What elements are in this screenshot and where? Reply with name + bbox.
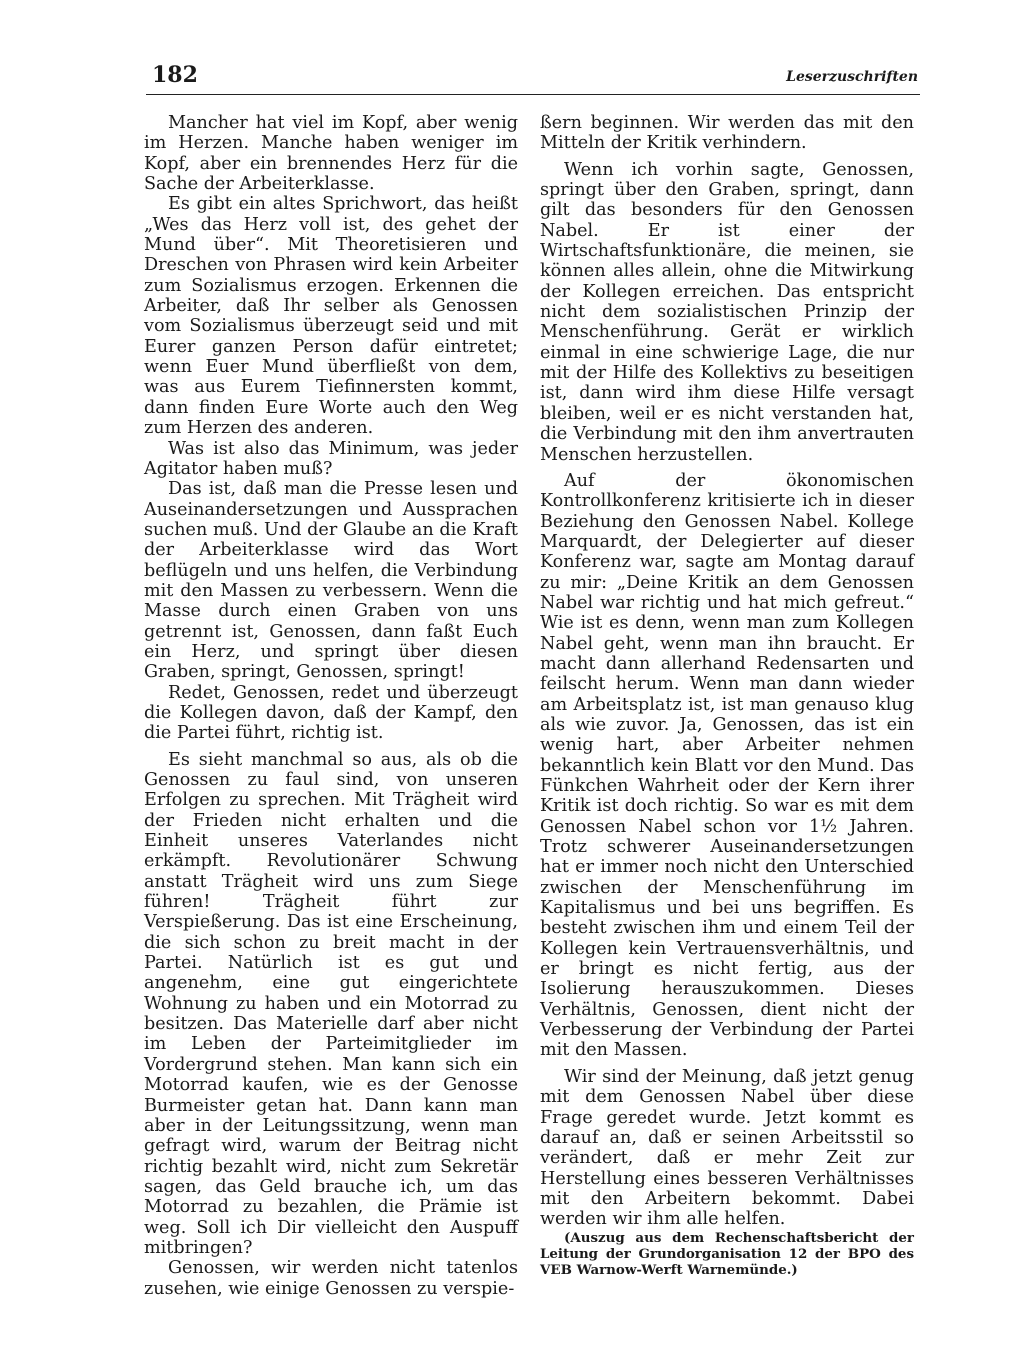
paragraph: Wir sind der Meinung, daß jetzt genug mit dem Genossen Nabel über diese Frage geredet wurde. Jetzt kommt es darauf an, daß er seinen Arbeitsstil so verändert, daß er mehr Zeit zur Herstellung eines besseren Verhältnisses mit den Arbeitern bekommt. Dabei werden wir ihm alle helfen. bbox=[540, 1066, 914, 1230]
page-header bbox=[146, 60, 920, 95]
running-head: Leserzuschriften bbox=[786, 69, 918, 85]
paragraph: Es gibt ein altes Sprichwort, das heißt „Wes das Herz voll ist, des gehet der Mund über“. Mit Theoretisieren und Dreschen von Phrasen wird kein Arbeiter zum Sozialismus erzogen. Erkennen die Arbeiter, daß Ihr selber als Genossen vom Sozialismus überzeugt seid und mit Eurer ganzen Person dafür eintretet; wenn Euer Mund überfließt von dem, was aus Eurem Tiefinnersten kommt, dann finden Eure Worte auch den Weg zum Herzen des anderen. bbox=[144, 194, 518, 439]
paragraph: Mancher hat viel im Kopf, aber wenig im Herzen. Manche haben weniger im Kopf, aber ein brennendes Herz für die Sache der Arbeiterklasse. bbox=[144, 113, 518, 195]
paragraph: Das ist, daß man die Presse lesen und Auseinandersetzungen und Aussprachen suchen muß. Und der Glaube an die Kraft der Arbeiterklasse wird das Wort beflügeln und uns helfen, die Verbindung mit den Massen zu verbessern. Wenn die Masse durch einen Graben von uns getrennt ist, Genossen, dann faßt Euch ein Herz, und springt über diesen Graben, springt, Genossen, springt! bbox=[144, 479, 518, 683]
paragraph: ßern beginnen. Wir werden das mit den Mitteln der Kritik verhindern. bbox=[540, 113, 914, 154]
page-number: 182 bbox=[152, 62, 198, 88]
right-column bbox=[540, 113, 914, 1278]
left-column bbox=[144, 113, 518, 1299]
paragraph: Auf der ökonomischen Kontrollkonferenz kritisierte ich in dieser Beziehung den Genossen Nabel. Kollege Marquardt, der Delegierter auf dieser Konferenz war, sagte am Montag darauf zu mir: „Deine Kritik an dem Genossen Nabel war richtig und hat mich gefreut.“ Wie ist es denn, wenn man zum Kollegen Nabel geht, wenn man ihn braucht. Er macht dann allerhand Redensarten und feilscht herum. Wenn man dann wieder am Arbeitsplatz ist, ist man genauso klug als wie zuvor. Ja, Genossen, das ist ein wenig hart, aber Arbeiter nehmen bekanntlich kein Blatt vor den Mund. Das Fünkchen Wahrheit oder der Kern ihrer Kritik ist doch richtig. So war es mit dem Genossen Nabel schon vor 1½ Jahren. Trotz schwerer Auseinandersetzungen hat er immer noch nicht den Unterschied zwischen der Menschenführung im Kapitalismus und bei uns begriffen. Es besteht zwischen ihm und einem Teil der Kollegen kein Vertrauensverhältnis, und er bringt es nicht fertig, aus der Isolierung herauszukommen. Dieses Verhältnis, Genossen, dient nicht der Verbesserung der Verbindung der Partei mit den Massen. bbox=[540, 470, 914, 1061]
paragraph: Genossen, wir werden nicht tatenlos zusehen, wie einige Genossen zu verspie- bbox=[144, 1258, 518, 1299]
paragraph: Redet, Genossen, redet und überzeugt die Kollegen davon, daß der Kampf, den die Partei führt, richtig ist. bbox=[144, 682, 518, 744]
paragraph: Es sieht manchmal so aus, als ob die Genossen zu faul sind, von unseren Erfolgen zu sprechen. Mit Trägheit wird der Frieden nicht erhalten und die Einheit unseres Vaterlandes nicht erkämpft. Revolutionärer Schwung anstatt Trägheit wird uns zum Siege führen! Trägheit führt zur Verspießerung. Das ist eine Erscheinung, die sich schon zu breit macht in der Partei. Natürlich ist es gut und angenehm, eine gut eingerichtete Wohnung zu haben und ein Motorrad zu besitzen. Das Materielle darf aber nicht im Leben der Parteimitglieder im Vordergrund stehen. Man kann sich ein Motorrad kaufen, wie es der Genosse Burmeister getan hat. Dann kann man aber in der Leitungssitzung, wenn man gefragt wird, warum der Beitrag nicht richtig bezahlt wird, nicht zum Sekretär sagen, das Geld brauche ich, um das Motorrad zu bezahlen, die Prämie ist weg. Soll ich Dir vielleicht den Auspuff mitbringen? bbox=[144, 749, 518, 1258]
source-footnote: (Auszug aus dem Rechenschaftsbericht der Leitung der Grundorganisation 12 der BPO des VEB Warnow-Werft Warnemünde.) bbox=[540, 1229, 914, 1278]
paragraph: Wenn ich vorhin sagte, Genossen, springt über den Graben, springt, dann gilt das besonders für den Genossen Nabel. Er ist einer der Wirtschaftsfunktionäre, die meinen, sie können alles allein, ohne die Mitwirkung der Kollegen erreichen. Das entspricht nicht dem sozialistischen Prinzip der Menschenführung. Gerät er wirklich einmal in eine schwierige Lage, die nur mit der Hilfe des Kollektivs zu beseitigen ist, dann wird ihm diese Hilfe versagt bleiben, weil er es nicht verstanden hat, die Verbindung mit den ihm anvertrauten Menschen herzustellen. bbox=[540, 159, 914, 465]
paragraph: Was ist also das Minimum, was jeder Agitator haben muß? bbox=[144, 438, 518, 479]
